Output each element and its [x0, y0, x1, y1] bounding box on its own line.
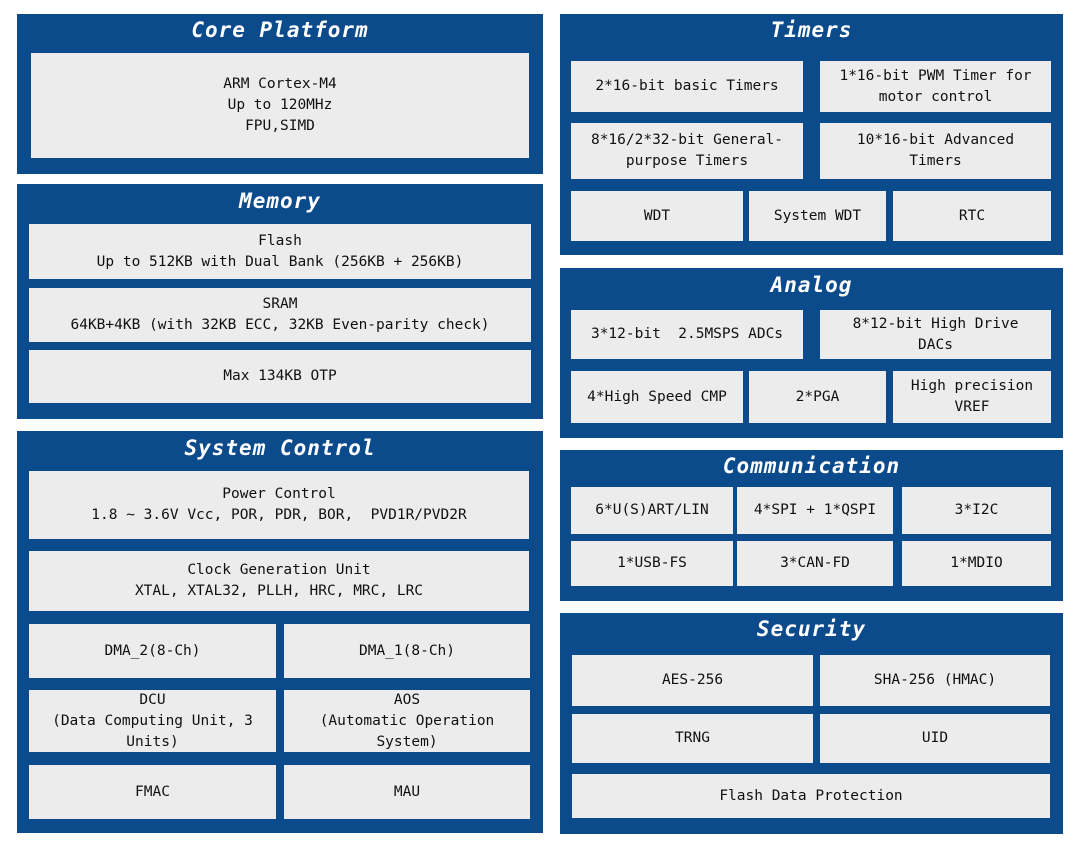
system-control-title: System Control — [184, 436, 376, 460]
trng-block — [572, 714, 813, 763]
clock-generation-block-line: Clock Generation Unit — [187, 562, 371, 578]
cpu-block-line: FPU,SIMD — [245, 118, 315, 134]
i2c-block-line: 3*I2C — [954, 502, 999, 518]
advanced-timers-block-line: Timers — [909, 153, 962, 169]
core-platform-panel — [17, 14, 543, 174]
vref-block-line: High precision — [910, 378, 1034, 394]
communication-title: Communication — [722, 454, 901, 478]
mau-block — [284, 765, 530, 819]
pwm-timer-block-line: 1*16-bit PWM Timer for — [839, 67, 1032, 84]
sram-block-line: 64KB+4KB (with 32KB ECC, 32KB Even-parity check) — [70, 317, 490, 333]
pwm-timer-block — [820, 61, 1051, 112]
dma2-block — [29, 624, 276, 678]
dac-block-line: 8*12-bit High Drive — [852, 315, 1019, 332]
power-control-block — [29, 471, 529, 539]
clock-generation-block-line: XTAL, XTAL32, PLLH, HRC, MRC, LRC — [134, 583, 424, 599]
rtc-block — [893, 191, 1051, 241]
sram-block — [29, 288, 531, 342]
fmac-block-line: FMAC — [135, 783, 170, 800]
can-block — [737, 541, 893, 586]
wdt-block-line: WDT — [643, 207, 671, 224]
cpu-block-line: ARM Cortex-M4 — [223, 76, 337, 92]
dcu-block-line: (Data Computing Unit, 3 — [52, 712, 253, 729]
spi-block-line: 4*SPI + 1*QSPI — [753, 502, 877, 518]
core-platform-title: Core Platform — [191, 18, 369, 42]
timers-title: Timers — [770, 18, 853, 42]
memory-panel — [17, 184, 543, 419]
clock-generation-block — [29, 551, 529, 611]
aes-block — [572, 655, 813, 706]
power-control-block-line: 1.8 ~ 3.6V Vcc, POR, PDR, BOR, PVD1R/PVD2R — [91, 507, 467, 523]
power-control-block-line: Power Control — [222, 486, 336, 502]
analog-title: Analog — [770, 273, 853, 297]
cpu-block-line: Up to 120MHz — [227, 97, 333, 113]
security-panel — [560, 613, 1063, 834]
uart-block-line: 6*U(S)ART/LIN — [595, 502, 709, 518]
otp-block-line: Max 134KB OTP — [223, 368, 337, 384]
high-speed-cmp-block-line: 4*High Speed CMP — [587, 388, 727, 405]
dac-block-line: DACs — [918, 336, 953, 353]
mdio-block-line: 1*MDIO — [950, 555, 1003, 571]
dma2-block-line: DMA_2(8-Ch) — [104, 642, 201, 659]
dma1-block — [284, 624, 530, 678]
dcu-block-line: Units) — [126, 733, 179, 750]
pwm-timer-block-line: motor control — [878, 88, 993, 105]
high-speed-cmp-block — [571, 371, 743, 423]
i2c-block — [902, 487, 1051, 534]
sha-block-line: SHA-256 (HMAC) — [873, 672, 997, 688]
fmac-block — [29, 765, 276, 819]
can-block-line: 3*CAN-FD — [780, 555, 850, 571]
general-purpose-timers-block — [571, 123, 803, 179]
spi-block — [737, 487, 893, 534]
wdt-block — [571, 191, 743, 241]
mau-block-line: MAU — [393, 783, 421, 800]
uid-block — [820, 714, 1050, 763]
general-purpose-timers-block-line: purpose Timers — [625, 153, 749, 169]
timers-panel — [560, 14, 1063, 255]
general-purpose-timers-block-line: 8*16/2*32-bit General- — [590, 132, 784, 148]
sram-block-line: SRAM — [262, 296, 298, 312]
flash-block-line: Flash — [258, 232, 302, 249]
aos-block — [284, 690, 530, 752]
advanced-timers-block — [820, 123, 1051, 179]
trng-block-line: TRNG — [675, 730, 710, 746]
memory-title: Memory — [239, 189, 321, 213]
rtc-block-line: RTC — [958, 207, 986, 224]
flash-data-protection-block — [572, 774, 1050, 818]
usb-block — [571, 541, 733, 586]
adc-block — [571, 310, 803, 359]
pga-block-line: 2*PGA — [795, 388, 840, 405]
analog-panel — [560, 268, 1063, 438]
communication-panel — [560, 450, 1063, 601]
system-wdt-block — [749, 191, 886, 241]
flash-block — [29, 224, 531, 279]
uart-block — [571, 487, 733, 534]
advanced-timers-block-line: 10*16-bit Advanced — [856, 132, 1015, 148]
system-wdt-block-line: System WDT — [773, 207, 862, 224]
dcu-block-line: DCU — [139, 691, 166, 708]
dac-block — [820, 310, 1051, 359]
basic-timers-block-line: 2*16-bit basic Timers — [595, 78, 779, 94]
usb-block-line: 1*USB-FS — [617, 555, 687, 571]
aos-block-line: AOS — [393, 691, 421, 708]
cpu-block — [31, 53, 529, 158]
otp-block — [29, 350, 531, 403]
uid-block-line: UID — [921, 730, 949, 746]
dma1-block-line: DMA_1(8-Ch) — [358, 642, 456, 659]
aos-block-line: System) — [376, 733, 438, 750]
vref-block — [893, 371, 1051, 423]
flash-block-line: Up to 512KB with Dual Bank (256KB + 256KB) — [96, 253, 464, 270]
dcu-block — [29, 690, 276, 752]
security-title: Security — [756, 617, 867, 641]
aes-block-line: AES-256 — [661, 672, 724, 688]
aos-block-line: (Automatic Operation — [319, 712, 495, 729]
adc-block-line: 3*12-bit 2.5MSPS ADCs — [590, 326, 784, 342]
flash-data-protection-block-line: Flash Data Protection — [719, 787, 903, 804]
system-control-panel — [17, 431, 543, 833]
basic-timers-block — [571, 61, 803, 112]
sha-block — [820, 655, 1050, 706]
pga-block — [749, 371, 886, 423]
mdio-block — [902, 541, 1051, 586]
vref-block-line: VREF — [954, 399, 990, 415]
